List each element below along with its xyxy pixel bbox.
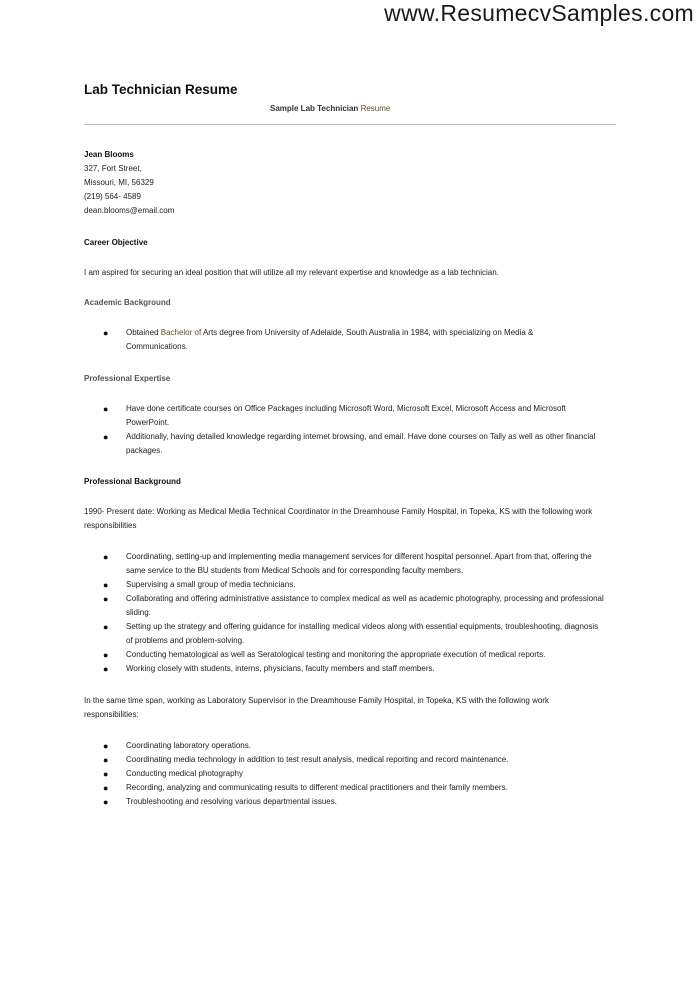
background-item-text: Troubleshooting and resolving various departmental issues. [126,797,337,806]
list-item [84,648,604,662]
contact-phone: (219) 564- 4589 [84,192,141,201]
background-list-1 [84,550,604,676]
bullet-icon: ● [103,741,109,751]
background-item-text: Setting up the strategy and offering guidance for installing medical videos along with essential equipments, troubleshooting, diagnosis of problems and problem-solving. [126,622,599,645]
academic-heading: Academic Background [84,298,171,307]
contact-email: dean.blooms@email.com [84,206,175,215]
bullet-icon: ● [103,797,109,807]
contact-street: 327, Fort Street, [84,164,142,173]
bullet-icon: ● [103,580,109,590]
academic-item-prefix: Obtained [126,328,161,337]
bullet-icon: ● [103,755,109,765]
page-title: Lab Technician Resume [84,82,238,97]
bullet-icon: ● [103,404,109,414]
background-item-text: Supervising a small group of media technicians. [126,580,296,589]
bullet-icon: ● [103,664,109,674]
background-item-text: Coordinating laboratory operations. [126,741,251,750]
background-list-2 [84,739,604,809]
background-intro-2: In the same time span, working as Laboratory Supervisor in the Dreamhouse Family Hospital, in Topeka, KS with the following work responsibilities: [84,696,549,719]
header-divider [84,124,616,125]
background-section [84,475,624,489]
career-objective-text: I am aspired for securing an ideal position that will utilize all my relevant expertise and knowledge as a lab technician. [84,268,499,277]
list-item [84,430,604,458]
academic-list [84,326,584,354]
background-item-text: Recording, analyzing and communicating results to different medical practitioners and their family members. [126,783,508,792]
list-item [84,767,604,781]
contact-block [84,148,624,218]
site-watermark: www.ResumecvSamples.com [384,0,694,26]
academic-section [84,296,624,310]
list-item [84,550,604,578]
expertise-item-text: Additionally, having detailed knowledge regarding internet browsing, and email. Have done courses on Tally as well as other financial packages. [126,432,596,455]
list-item [84,753,604,767]
subtitle-accent: Resume [360,104,391,113]
background-intro-1: 1990- Present date: Working as Medical Media Technical Coordinator in the Dreamhouse Family Hospital, in Topeka, KS with the following work responsibilities [84,507,593,530]
background-item-text: Collaborating and offering administrative assistance to complex medical as well as academic photography, processing and professional sliding. [126,594,604,617]
bullet-icon: ● [103,594,109,604]
list-item [84,795,604,809]
bullet-icon: ● [103,552,109,562]
list-item [84,402,604,430]
career-objective-section [84,236,624,250]
academic-item-rest: Arts degree from University of Adelaide, South Australia in 1984, with specializing on Media & Communications. [126,328,534,351]
bullet-icon: ● [103,769,109,779]
list-item [84,326,584,354]
contact-name: Jean Blooms [84,150,134,159]
list-item [84,620,604,648]
background-item-text: Coordinating, setting-up and implementing media management services for different hospital personnel. Apart from that, offering the same service to the BU students from Medical Schools and for corresponding faculty members. [126,552,592,575]
background-item-text: Conducting hematological as well as Seratological testing and monitoring the appropriate execution of medical reports. [126,650,546,659]
background-item-text: Working closely with students, interns, physicians, faculty members and staff members. [126,664,435,673]
bullet-icon: ● [103,432,109,442]
background-item-text: Coordinating media technology in addition to test result analysis, medical reporting and record maintenance. [126,755,509,764]
bullet-icon: ● [103,650,109,660]
background-heading: Professional Background [84,477,181,486]
list-item [84,739,604,753]
page-subtitle [270,104,390,113]
list-item [84,662,604,676]
expertise-list [84,402,604,458]
bullet-icon: ● [103,328,109,338]
list-item [84,592,604,620]
list-item [84,578,604,592]
contact-city: Missouri, MI, 56329 [84,178,154,187]
bullet-icon: ● [103,783,109,793]
bullet-icon: ● [103,622,109,632]
career-objective-heading: Career Objective [84,238,148,247]
expertise-heading: Professional Expertise [84,374,171,383]
academic-item-accent: Bachelor of [160,328,202,337]
list-item [84,781,604,795]
subtitle-bold: Sample Lab Technician [270,104,359,113]
expertise-item-text: Have done certificate courses on Office Packages including Microsoft Word, Microsoft Excel, Microsoft Access and Microsoft PowerPoint. [126,404,566,427]
expertise-section [84,372,624,386]
background-item-text: Conducting medical photography [126,769,243,778]
